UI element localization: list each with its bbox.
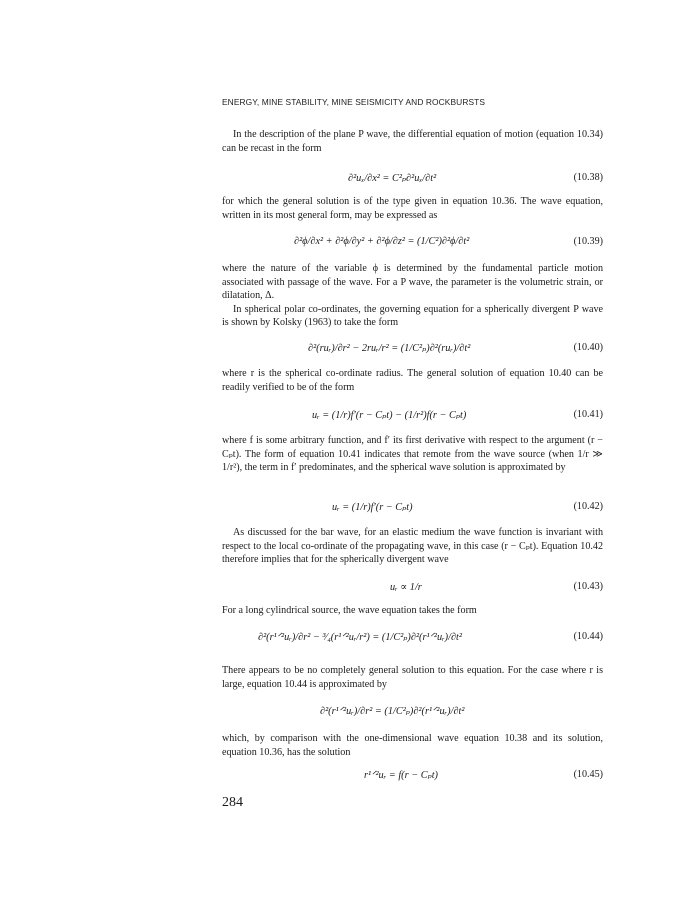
equation-10-41 — [222, 409, 603, 427]
equation-expression: ∂²(r¹ᐟ²uᵣ)/∂r² = (1/C²ₚ)∂²(r¹ᐟ²uᵣ)/∂t² — [320, 706, 465, 717]
paragraph — [222, 664, 603, 691]
paragraph-text: In the description of the plane P wave, the differential equation of motion (equation 10.34) can be recast in the form — [222, 129, 603, 154]
equation-10-40 — [222, 342, 603, 360]
equation-number: (10.41) — [573, 409, 603, 420]
paragraph — [222, 526, 603, 567]
equation-expression: uᵣ = (1/r)f′(r − Cₚt) — [332, 502, 413, 513]
equation-10-38 — [222, 172, 603, 190]
equation-number: (10.43) — [573, 581, 603, 592]
equation-unnumbered — [222, 705, 603, 723]
equation-expression: ∂²uₓ/∂x² = C²ₚ∂²uₓ/∂t² — [348, 173, 437, 184]
equation-10-42 — [222, 501, 603, 519]
equation-10-39 — [222, 236, 603, 254]
equation-number: (10.45) — [573, 769, 603, 780]
equation-10-44 — [222, 631, 603, 649]
equation-10-43 — [222, 581, 603, 599]
equation-expression: uᵣ = (1/r)f′(r − Cₚt) − (1/r²)f(r − Cₚt) — [312, 410, 467, 421]
equation-expression: ∂²(ruᵣ)/∂r² − 2ruᵣ/r² = (1/C²ₚ)∂²(ruᵣ)/∂t² — [308, 343, 471, 354]
equation-number: (10.39) — [573, 236, 603, 247]
paragraph-text: In spherical polar co-ordinates, the governing equation for a spherically divergent P wave is shown by Kolsky (1963) to take the form — [222, 303, 603, 329]
equation-expression: ∂²ϕ/∂x² + ∂²ϕ/∂y² + ∂²ϕ/∂z² = (1/C²)∂²ϕ/∂t² — [294, 236, 470, 247]
paragraph — [222, 604, 603, 618]
equation-number: (10.40) — [573, 342, 603, 353]
equation-number: (10.38) — [573, 172, 603, 183]
paragraph-text: As discussed for the bar wave, for an elastic medium the wave function is invariant with respect to the local co-ordinate of the propagating wave, in this case (r − Cₚt). Equation 10.42 therefore implies that for the spherically divergent wave — [222, 527, 603, 566]
paragraph-text: which, by comparison with the one-dimensional wave equation 10.38 and its solution, equation 10.36, has the solution — [222, 733, 603, 758]
paragraph — [222, 262, 603, 330]
running-header: ENERGY, MINE STABILITY, MINE SEISMICITY AND ROCKBURSTS — [222, 97, 486, 107]
paragraph-text: where f is some arbitrary function, and f′ its first derivative with respect to the argument (r − Cₚt). The form of equation 10.41 indicates that remote from the wave source (when 1/r ≫ 1/r²), the term in f′ predominates, and the spherical wave solution is approximated by — [222, 435, 603, 474]
equation-expression: r¹ᐟ²uᵣ = f(r − Cₚt) — [364, 770, 438, 781]
equation-expression: ∂²(r¹ᐟ²uᵣ)/∂r² − ³⁄₄(r¹ᐟ²uᵣ/r²) = (1/C²ₚ)∂²(r¹ᐟ²uᵣ)/∂t² — [258, 632, 463, 643]
paragraph-text: where r is the spherical co-ordinate radius. The general solution of equation 10.40 can be readily verified to be of the form — [222, 368, 603, 393]
equation-10-45 — [222, 769, 603, 787]
paragraph-text: where the nature of the variable ϕ is determined by the fundamental particle motion associated with passage of the wave. For a P wave, the parameter is the volumetric strain, or dilatation, Δ. — [222, 263, 603, 302]
equation-expression: uᵣ ∝ 1/r — [390, 582, 422, 593]
paragraph — [222, 195, 603, 222]
paragraph — [222, 732, 603, 759]
paragraph-text: For a long cylindrical source, the wave equation takes the form — [222, 605, 477, 616]
equation-number: (10.42) — [573, 501, 603, 512]
paragraph — [222, 434, 603, 475]
page-number: 284 — [222, 795, 243, 810]
paragraph — [222, 128, 603, 155]
equation-number: (10.44) — [573, 631, 603, 642]
paragraph-text: There appears to be no completely general solution to this equation. For the case where r is large, equation 10.44 is approximated by — [222, 665, 603, 690]
paragraph — [222, 367, 603, 394]
paragraph-text: for which the general solution is of the type given in equation 10.36. The wave equation, written in its most general form, may be expressed as — [222, 196, 603, 221]
